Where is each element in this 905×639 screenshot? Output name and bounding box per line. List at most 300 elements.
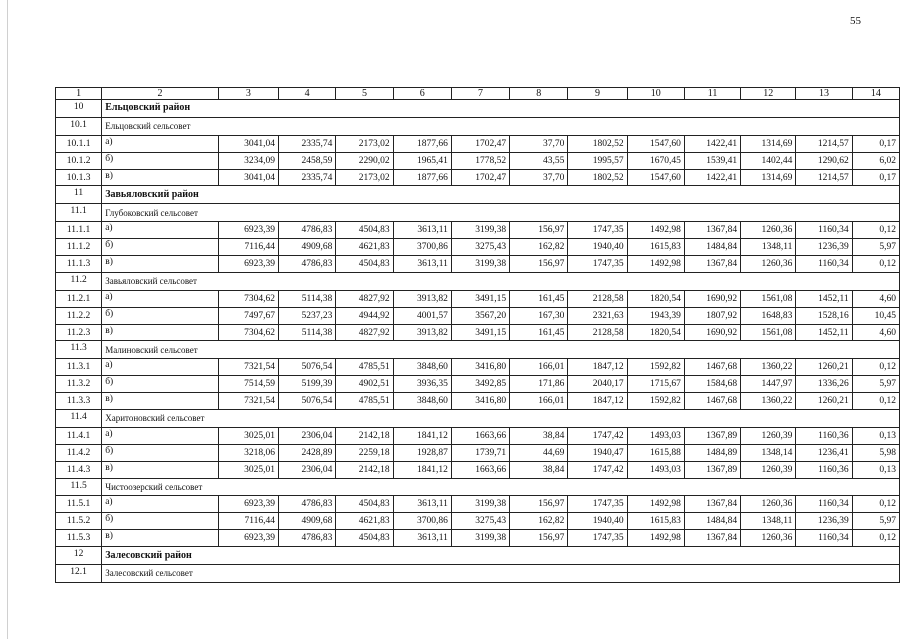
- value-cell: 3613,11: [393, 496, 451, 513]
- table-row: [56, 393, 900, 410]
- value-cell: 5237,23: [279, 307, 336, 324]
- value-cell: 1995,57: [568, 152, 627, 169]
- value-cell: 1778,52: [451, 152, 509, 169]
- row-code: 11.3.3: [56, 393, 102, 410]
- value-cell: 5,98: [852, 444, 899, 461]
- row-code: 11.4.2: [56, 444, 102, 461]
- value-cell: 1702,47: [451, 135, 509, 152]
- value-cell: 161,45: [510, 290, 568, 307]
- value-cell: 1214,57: [796, 169, 852, 186]
- settlement-row: [56, 204, 900, 222]
- value-cell: 6923,39: [218, 496, 278, 513]
- value-cell: 2142,18: [336, 461, 393, 478]
- row-code: 11.2.3: [56, 324, 102, 341]
- value-cell: 7304,62: [218, 290, 278, 307]
- value-cell: 4909,68: [279, 513, 336, 530]
- value-cell: 1367,84: [684, 222, 740, 239]
- row-label: в): [102, 324, 219, 341]
- column-header: 3: [218, 88, 278, 100]
- value-cell: 5,97: [852, 239, 899, 256]
- value-cell: 1690,92: [684, 324, 740, 341]
- row-label: в): [102, 169, 219, 186]
- column-header: 10: [627, 88, 684, 100]
- settlement-row: [56, 565, 900, 583]
- table-row: [56, 135, 900, 152]
- row-label: а): [102, 290, 219, 307]
- value-cell: 1260,39: [741, 461, 796, 478]
- value-cell: 3416,80: [451, 393, 509, 410]
- value-cell: 1236,39: [796, 239, 852, 256]
- row-label: в): [102, 393, 219, 410]
- value-cell: 1260,21: [796, 393, 852, 410]
- row-label: а): [102, 496, 219, 513]
- value-cell: 1493,03: [627, 427, 684, 444]
- column-header: 4: [279, 88, 336, 100]
- row-code: 11.3.2: [56, 376, 102, 393]
- value-cell: 3700,86: [393, 513, 451, 530]
- value-cell: 1615,88: [627, 444, 684, 461]
- table-row: [56, 256, 900, 273]
- value-cell: 2458,59: [279, 152, 336, 169]
- value-cell: 4504,83: [336, 530, 393, 547]
- row-label: а): [102, 135, 219, 152]
- row-label: в): [102, 461, 219, 478]
- value-cell: 162,82: [510, 513, 568, 530]
- value-cell: 1877,66: [393, 135, 451, 152]
- value-cell: 3913,82: [393, 324, 451, 341]
- value-cell: 1820,54: [627, 324, 684, 341]
- page-number: 55: [850, 15, 861, 27]
- value-cell: 1260,36: [741, 496, 796, 513]
- settlement-row: [56, 272, 900, 290]
- settlement-row: [56, 410, 900, 428]
- value-cell: 1160,36: [796, 427, 852, 444]
- value-cell: 156,97: [510, 256, 568, 273]
- value-cell: 1547,60: [627, 169, 684, 186]
- table-row: [56, 513, 900, 530]
- value-cell: 1422,41: [684, 135, 740, 152]
- table-row: [56, 290, 900, 307]
- value-cell: 0,13: [852, 427, 899, 444]
- value-cell: 2259,18: [336, 444, 393, 461]
- row-code: 11.4.1: [56, 427, 102, 444]
- settlement-name: Ельцовский сельсовет: [102, 117, 900, 135]
- value-cell: 4504,83: [336, 256, 393, 273]
- row-code: 11.5.1: [56, 496, 102, 513]
- value-cell: 1260,36: [741, 256, 796, 273]
- column-header: 9: [568, 88, 627, 100]
- value-cell: 2142,18: [336, 427, 393, 444]
- row-code: 11.4.3: [56, 461, 102, 478]
- value-cell: 3199,38: [451, 256, 509, 273]
- settlement-name: Завьяловский сельсовет: [102, 272, 900, 290]
- value-cell: 1348,14: [741, 444, 796, 461]
- settlement-code: 11.1: [56, 204, 102, 222]
- value-cell: 1260,39: [741, 427, 796, 444]
- value-cell: 5114,38: [279, 290, 336, 307]
- table-row: [56, 359, 900, 376]
- value-cell: 1492,98: [627, 496, 684, 513]
- value-cell: 1447,97: [741, 376, 796, 393]
- value-cell: 1847,12: [568, 359, 627, 376]
- value-cell: 2335,74: [279, 135, 336, 152]
- value-cell: 1940,47: [568, 444, 627, 461]
- value-cell: 6923,39: [218, 222, 278, 239]
- value-cell: 1290,62: [796, 152, 852, 169]
- settlement-name: Залесовский сельсовет: [102, 565, 900, 583]
- value-cell: 0,13: [852, 461, 899, 478]
- value-cell: 1739,71: [451, 444, 509, 461]
- row-code: 11.2.2: [56, 307, 102, 324]
- table-row: [56, 169, 900, 186]
- value-cell: 1584,68: [684, 376, 740, 393]
- value-cell: 1160,36: [796, 461, 852, 478]
- value-cell: 4827,92: [336, 290, 393, 307]
- row-code: 11.5.2: [56, 513, 102, 530]
- value-cell: 1367,84: [684, 496, 740, 513]
- value-cell: 1663,66: [451, 427, 509, 444]
- value-cell: 1160,34: [796, 496, 852, 513]
- value-cell: 1943,39: [627, 307, 684, 324]
- value-cell: 7514,59: [218, 376, 278, 393]
- table-row: [56, 461, 900, 478]
- column-header: 1: [56, 88, 102, 100]
- table-row: [56, 427, 900, 444]
- table-row: [56, 376, 900, 393]
- table-row: [56, 496, 900, 513]
- value-cell: 43,55: [510, 152, 568, 169]
- value-cell: 2321,63: [568, 307, 627, 324]
- value-cell: 1360,22: [741, 359, 796, 376]
- value-cell: 4,60: [852, 290, 899, 307]
- table-row: [56, 444, 900, 461]
- value-cell: 1360,22: [741, 393, 796, 410]
- value-cell: 3613,11: [393, 222, 451, 239]
- value-cell: 3848,60: [393, 359, 451, 376]
- value-cell: 1940,40: [568, 239, 627, 256]
- row-code: 11.2.1: [56, 290, 102, 307]
- value-cell: 4786,83: [279, 496, 336, 513]
- row-label: б): [102, 307, 219, 324]
- value-cell: 1367,89: [684, 427, 740, 444]
- value-cell: 5,97: [852, 513, 899, 530]
- value-cell: 5,97: [852, 376, 899, 393]
- value-cell: 1367,84: [684, 256, 740, 273]
- table-row: [56, 152, 900, 169]
- column-header: 2: [102, 88, 219, 100]
- value-cell: 7321,54: [218, 393, 278, 410]
- district-row: [56, 186, 900, 204]
- column-header: 7: [451, 88, 509, 100]
- row-code: 11.1.2: [56, 239, 102, 256]
- row-label: б): [102, 152, 219, 169]
- value-cell: 1422,41: [684, 169, 740, 186]
- value-cell: 166,01: [510, 359, 568, 376]
- value-cell: 1940,40: [568, 513, 627, 530]
- value-cell: 4,60: [852, 324, 899, 341]
- value-cell: 1820,54: [627, 290, 684, 307]
- value-cell: 1690,92: [684, 290, 740, 307]
- value-cell: 1484,84: [684, 513, 740, 530]
- value-cell: 3218,06: [218, 444, 278, 461]
- value-cell: 1467,68: [684, 359, 740, 376]
- column-header: 14: [852, 88, 899, 100]
- settlement-name: Малиновский сельсовет: [102, 341, 900, 359]
- value-cell: 6923,39: [218, 530, 278, 547]
- table-row: [56, 530, 900, 547]
- value-cell: 2128,58: [568, 324, 627, 341]
- value-cell: 3275,43: [451, 513, 509, 530]
- value-cell: 1484,84: [684, 239, 740, 256]
- row-label: б): [102, 444, 219, 461]
- table-body: [56, 88, 900, 583]
- value-cell: 3234,09: [218, 152, 278, 169]
- value-cell: 0,12: [852, 359, 899, 376]
- value-cell: 1841,12: [393, 427, 451, 444]
- value-cell: 0,12: [852, 530, 899, 547]
- value-cell: 1492,98: [627, 222, 684, 239]
- value-cell: 0,17: [852, 169, 899, 186]
- value-cell: 1160,34: [796, 530, 852, 547]
- settlement-code: 11.5: [56, 478, 102, 496]
- value-cell: 4001,57: [393, 307, 451, 324]
- column-header: 8: [510, 88, 568, 100]
- value-cell: 3492,85: [451, 376, 509, 393]
- settlement-row: [56, 117, 900, 135]
- district-row: [56, 547, 900, 565]
- column-header: 5: [336, 88, 393, 100]
- value-cell: 1841,12: [393, 461, 451, 478]
- value-cell: 1528,16: [796, 307, 852, 324]
- value-cell: 3025,01: [218, 427, 278, 444]
- value-cell: 1747,35: [568, 256, 627, 273]
- value-cell: 2428,89: [279, 444, 336, 461]
- value-cell: 3700,86: [393, 239, 451, 256]
- value-cell: 7116,44: [218, 239, 278, 256]
- value-cell: 3199,38: [451, 530, 509, 547]
- value-cell: 7321,54: [218, 359, 278, 376]
- value-cell: 1648,83: [741, 307, 796, 324]
- row-code: 11.1.3: [56, 256, 102, 273]
- value-cell: 1467,68: [684, 393, 740, 410]
- value-cell: 38,84: [510, 427, 568, 444]
- value-cell: 4504,83: [336, 496, 393, 513]
- value-cell: 3567,20: [451, 307, 509, 324]
- value-cell: 37,70: [510, 135, 568, 152]
- value-cell: 1747,35: [568, 222, 627, 239]
- value-cell: 156,97: [510, 222, 568, 239]
- value-cell: 1615,83: [627, 513, 684, 530]
- value-cell: 2173,02: [336, 169, 393, 186]
- value-cell: 3041,04: [218, 135, 278, 152]
- value-cell: 0,12: [852, 222, 899, 239]
- value-cell: 166,01: [510, 393, 568, 410]
- value-cell: 3416,80: [451, 359, 509, 376]
- value-cell: 1702,47: [451, 169, 509, 186]
- value-cell: 1484,89: [684, 444, 740, 461]
- value-cell: 3613,11: [393, 256, 451, 273]
- value-cell: 3613,11: [393, 530, 451, 547]
- value-cell: 1802,52: [568, 169, 627, 186]
- value-cell: 3041,04: [218, 169, 278, 186]
- row-label: а): [102, 427, 219, 444]
- value-cell: 1336,26: [796, 376, 852, 393]
- value-cell: 0,12: [852, 393, 899, 410]
- row-label: в): [102, 256, 219, 273]
- value-cell: 1260,36: [741, 222, 796, 239]
- value-cell: 171,86: [510, 376, 568, 393]
- value-cell: 7497,67: [218, 307, 278, 324]
- value-cell: 2040,17: [568, 376, 627, 393]
- value-cell: 1747,35: [568, 530, 627, 547]
- value-cell: 0,12: [852, 256, 899, 273]
- row-code: 11.3.1: [56, 359, 102, 376]
- value-cell: 1877,66: [393, 169, 451, 186]
- value-cell: 1214,57: [796, 135, 852, 152]
- value-cell: 1402,44: [741, 152, 796, 169]
- value-cell: 1236,41: [796, 444, 852, 461]
- value-cell: 4909,68: [279, 239, 336, 256]
- value-cell: 1747,42: [568, 461, 627, 478]
- value-cell: 7116,44: [218, 513, 278, 530]
- district-row: [56, 100, 900, 118]
- district-code: 10: [56, 100, 102, 118]
- value-cell: 1160,34: [796, 222, 852, 239]
- value-cell: 1348,11: [741, 513, 796, 530]
- column-header: 13: [796, 88, 852, 100]
- row-label: в): [102, 530, 219, 547]
- value-cell: 162,82: [510, 239, 568, 256]
- settlement-row: [56, 341, 900, 359]
- district-name: Ельцовский район: [102, 100, 900, 118]
- value-cell: 2128,58: [568, 290, 627, 307]
- row-label: б): [102, 513, 219, 530]
- value-cell: 1747,42: [568, 427, 627, 444]
- settlement-code: 10.1: [56, 117, 102, 135]
- value-cell: 4621,83: [336, 513, 393, 530]
- value-cell: 1747,35: [568, 496, 627, 513]
- settlement-name: Чистоозерский сельсовет: [102, 478, 900, 496]
- value-cell: 4785,51: [336, 359, 393, 376]
- value-cell: 6,02: [852, 152, 899, 169]
- value-cell: 1367,89: [684, 461, 740, 478]
- value-cell: 1348,11: [741, 239, 796, 256]
- value-cell: 3848,60: [393, 393, 451, 410]
- row-label: б): [102, 376, 219, 393]
- column-header: 11: [684, 88, 740, 100]
- value-cell: 1663,66: [451, 461, 509, 478]
- value-cell: 1236,39: [796, 513, 852, 530]
- value-cell: 1539,41: [684, 152, 740, 169]
- value-cell: 1807,92: [684, 307, 740, 324]
- value-cell: 3491,15: [451, 290, 509, 307]
- settlement-row: [56, 478, 900, 496]
- row-code: 10.1.2: [56, 152, 102, 169]
- value-cell: 3936,35: [393, 376, 451, 393]
- value-cell: 1314,69: [741, 169, 796, 186]
- district-name: Залесовский район: [102, 547, 900, 565]
- value-cell: 1847,12: [568, 393, 627, 410]
- column-number-row: [56, 88, 900, 100]
- value-cell: 6923,39: [218, 256, 278, 273]
- row-code: 11.1.1: [56, 222, 102, 239]
- table-row: [56, 222, 900, 239]
- row-label: а): [102, 222, 219, 239]
- value-cell: 1260,21: [796, 359, 852, 376]
- value-cell: 3199,38: [451, 222, 509, 239]
- value-cell: 0,12: [852, 496, 899, 513]
- value-cell: 4785,51: [336, 393, 393, 410]
- value-cell: 1715,67: [627, 376, 684, 393]
- value-cell: 1670,45: [627, 152, 684, 169]
- value-cell: 1314,69: [741, 135, 796, 152]
- value-cell: 1592,82: [627, 359, 684, 376]
- district-code: 11: [56, 186, 102, 204]
- value-cell: 1452,11: [796, 290, 852, 307]
- value-cell: 1561,08: [741, 290, 796, 307]
- row-code: 10.1.3: [56, 169, 102, 186]
- row-code: 11.5.3: [56, 530, 102, 547]
- value-cell: 4504,83: [336, 222, 393, 239]
- row-code: 10.1.1: [56, 135, 102, 152]
- value-cell: 7304,62: [218, 324, 278, 341]
- value-cell: 1492,98: [627, 530, 684, 547]
- settlement-name: Глубоковский сельсовет: [102, 204, 900, 222]
- district-name: Завьяловский район: [102, 186, 900, 204]
- value-cell: 3913,82: [393, 290, 451, 307]
- value-cell: 156,97: [510, 496, 568, 513]
- value-cell: 4786,83: [279, 256, 336, 273]
- value-cell: 1367,84: [684, 530, 740, 547]
- value-cell: 2173,02: [336, 135, 393, 152]
- value-cell: 156,97: [510, 530, 568, 547]
- value-cell: 44,69: [510, 444, 568, 461]
- value-cell: 1260,36: [741, 530, 796, 547]
- value-cell: 4786,83: [279, 530, 336, 547]
- value-cell: 167,30: [510, 307, 568, 324]
- value-cell: 4944,92: [336, 307, 393, 324]
- value-cell: 4621,83: [336, 239, 393, 256]
- value-cell: 0,17: [852, 135, 899, 152]
- column-header: 6: [393, 88, 451, 100]
- settlement-code: 11.2: [56, 272, 102, 290]
- value-cell: 2290,02: [336, 152, 393, 169]
- value-cell: 5076,54: [279, 393, 336, 410]
- value-cell: 1492,98: [627, 256, 684, 273]
- district-code: 12: [56, 547, 102, 565]
- value-cell: 5076,54: [279, 359, 336, 376]
- tariff-table: [55, 87, 900, 583]
- value-cell: 3025,01: [218, 461, 278, 478]
- value-cell: 5199,39: [279, 376, 336, 393]
- value-cell: 38,84: [510, 461, 568, 478]
- value-cell: 5114,38: [279, 324, 336, 341]
- value-cell: 1561,08: [741, 324, 796, 341]
- value-cell: 4902,51: [336, 376, 393, 393]
- table-row: [56, 324, 900, 341]
- value-cell: 161,45: [510, 324, 568, 341]
- value-cell: 1452,11: [796, 324, 852, 341]
- value-cell: 1802,52: [568, 135, 627, 152]
- settlement-code: 12.1: [56, 565, 102, 583]
- value-cell: 1547,60: [627, 135, 684, 152]
- row-label: б): [102, 239, 219, 256]
- value-cell: 1615,83: [627, 239, 684, 256]
- value-cell: 3199,38: [451, 496, 509, 513]
- value-cell: 3275,43: [451, 239, 509, 256]
- value-cell: 3491,15: [451, 324, 509, 341]
- value-cell: 10,45: [852, 307, 899, 324]
